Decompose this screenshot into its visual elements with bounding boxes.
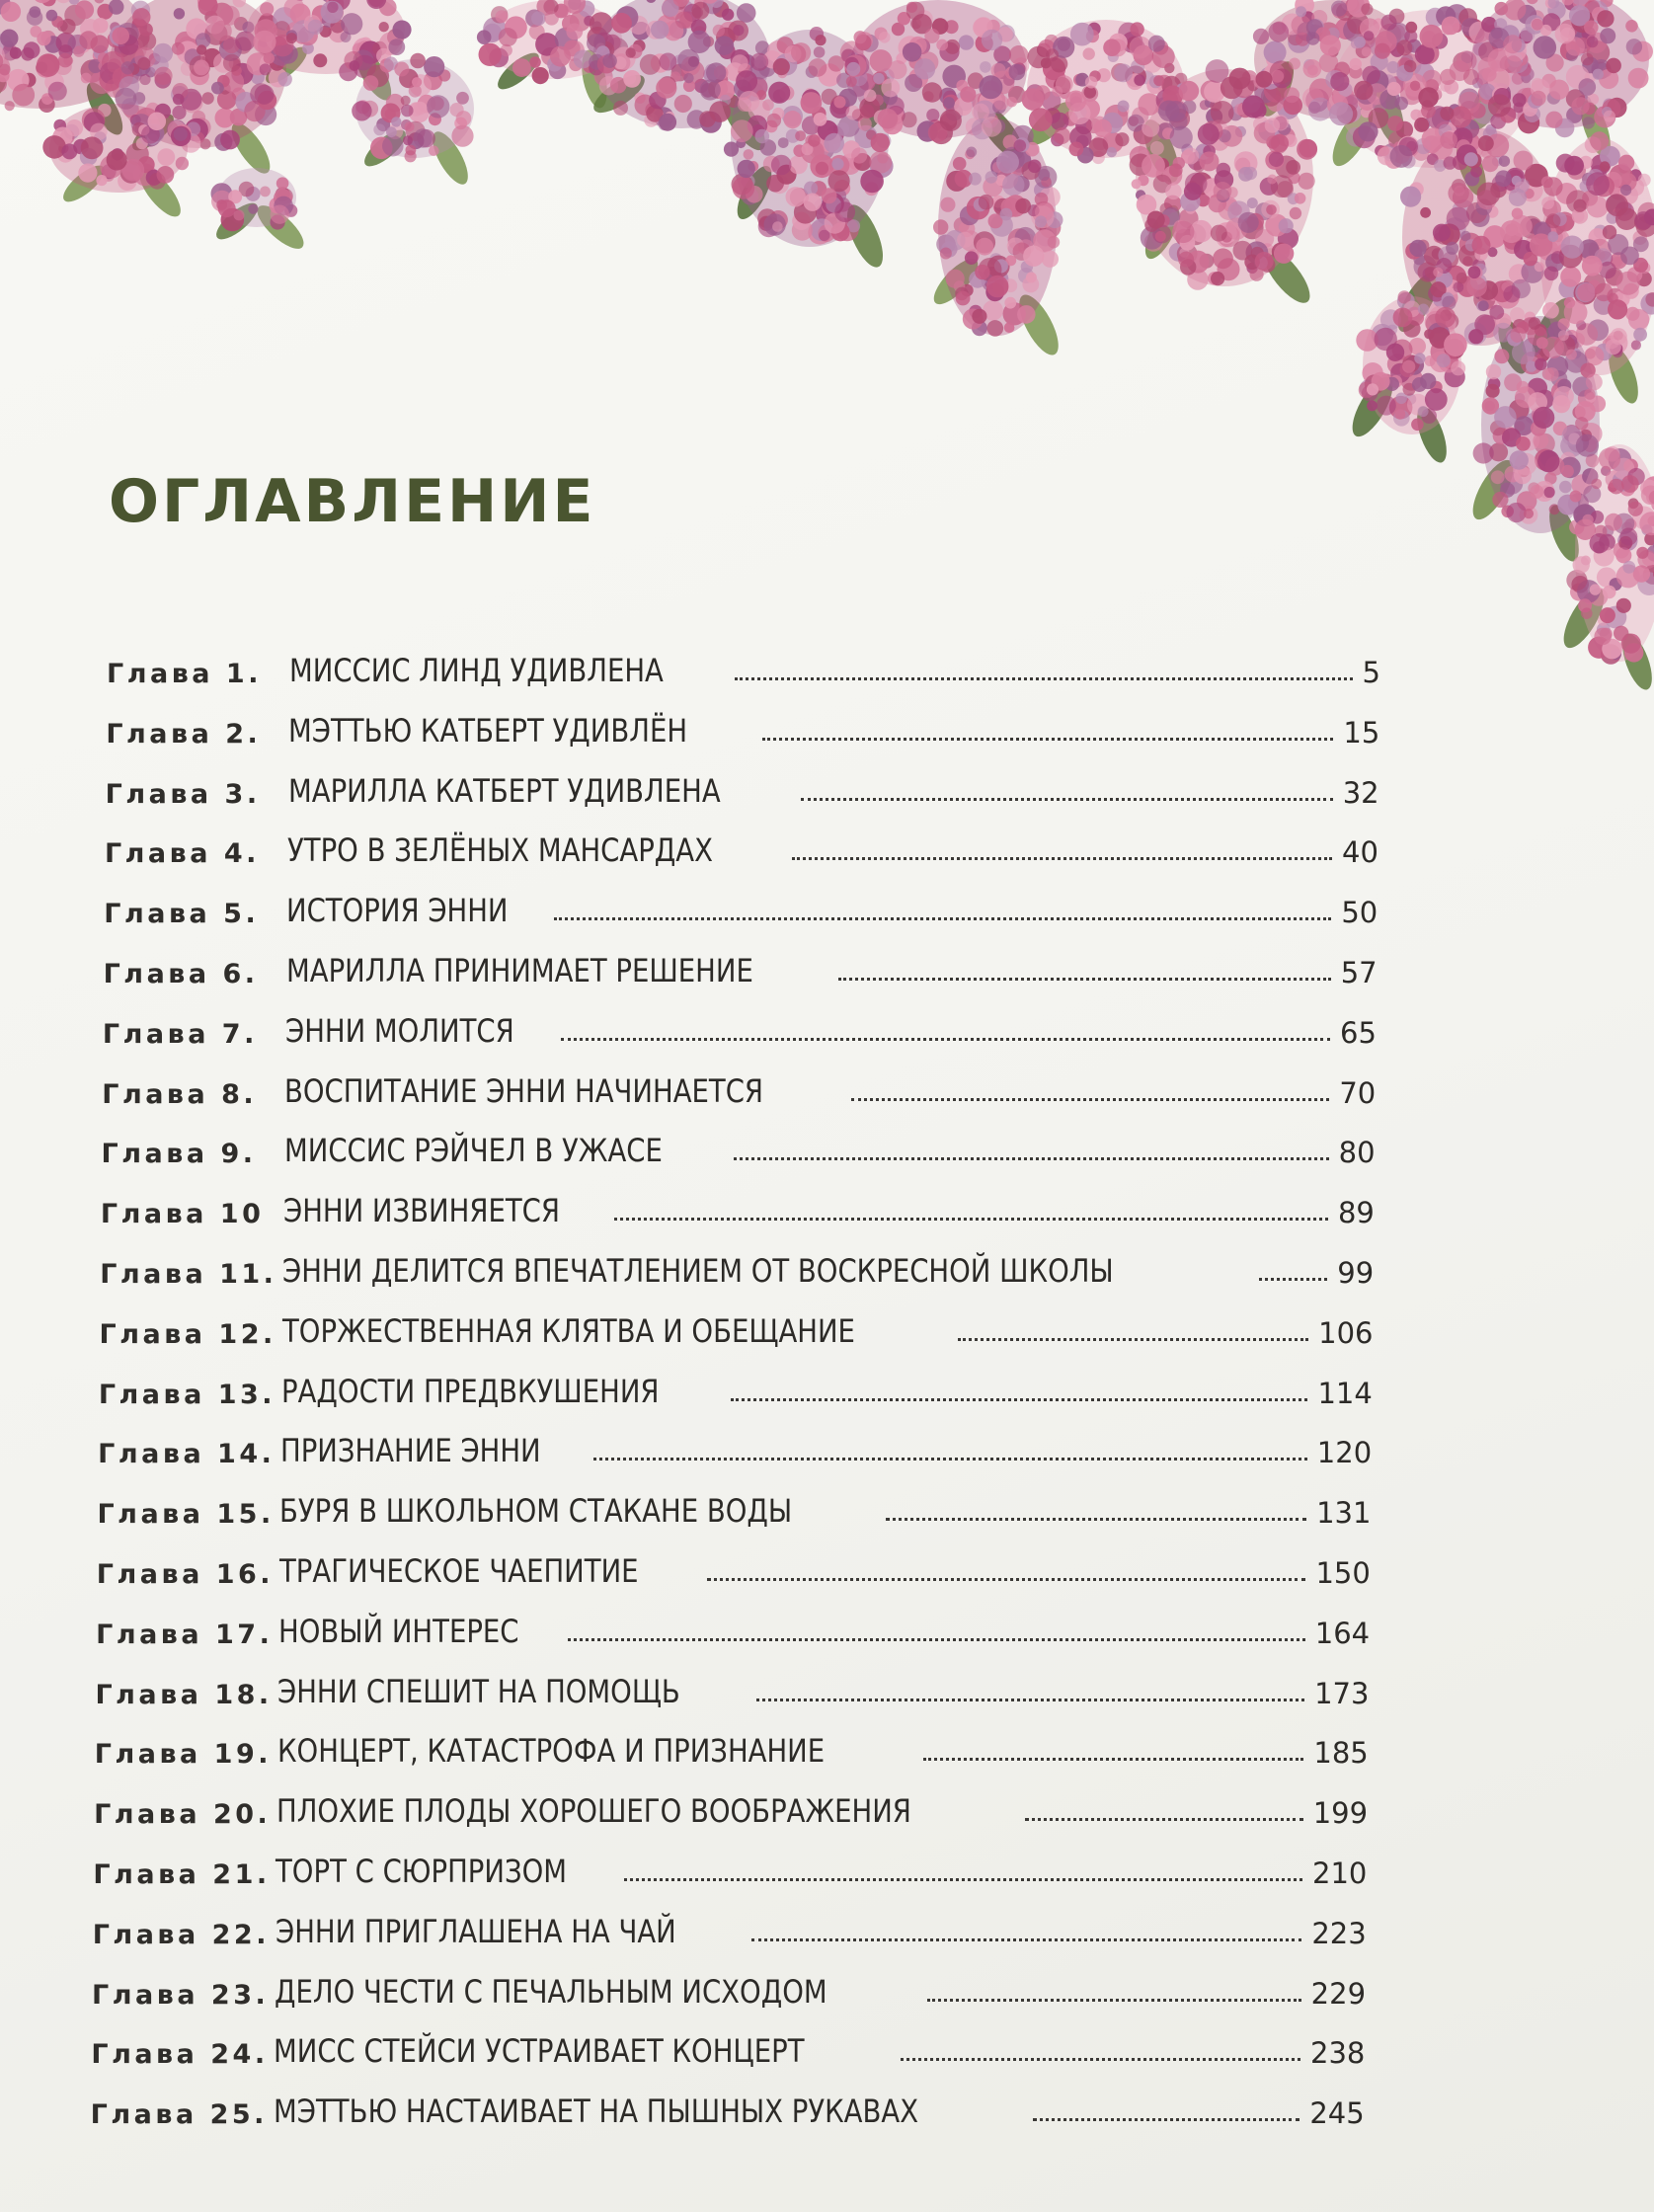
chapter-label: Глава 9. — [101, 1139, 257, 1170]
chapter-label: Глава 5. — [104, 899, 260, 930]
chapter-label: Глава 21. — [93, 1859, 271, 1890]
page-number: 50 — [1341, 896, 1378, 930]
chapter-label: Глава 20. — [94, 1799, 272, 1831]
page-number: 70 — [1339, 1075, 1377, 1110]
chapter-label: Глава 11. — [100, 1259, 277, 1290]
dot-leader — [561, 1038, 1330, 1041]
chapter-title: МИССИС РЭЙЧЕЛ В УЖАСЕ — [283, 1132, 663, 1170]
toc-entry — [95, 1720, 1369, 1770]
toc-entry — [97, 1540, 1371, 1590]
chapter-title: БУРЯ В ШКОЛЬНОМ СТАКАНЕ ВОДЫ — [279, 1492, 793, 1531]
toc-entry — [106, 700, 1379, 750]
page-number: 120 — [1316, 1436, 1373, 1470]
chapter-label: Глава 10 — [100, 1199, 265, 1230]
toc-entry — [95, 1661, 1369, 1710]
toc-entry — [96, 1601, 1370, 1650]
dot-leader — [751, 1938, 1302, 1941]
chapter-title-wrap — [278, 1613, 1315, 1650]
chapter-title-wrap — [289, 652, 1363, 689]
page-number: 114 — [1317, 1376, 1373, 1410]
page-number: 185 — [1313, 1736, 1369, 1771]
chapter-label: Глава 24. — [91, 2039, 269, 2071]
chapter-label: Глава 3. — [105, 778, 261, 810]
chapter-title-wrap — [274, 2093, 1310, 2130]
chapter-title-wrap — [276, 1913, 1312, 1950]
page-number: 229 — [1310, 1976, 1367, 2011]
chapter-title-wrap — [286, 952, 1341, 989]
toc-entry — [104, 940, 1378, 989]
page-number: 131 — [1316, 1496, 1372, 1531]
chapter-title-wrap — [279, 1492, 1316, 1530]
chapter-title-wrap — [277, 1732, 1314, 1770]
toc-entry — [98, 1420, 1372, 1469]
chapter-title-wrap — [284, 1132, 1339, 1169]
dot-leader — [792, 857, 1332, 860]
page-number: 173 — [1314, 1676, 1370, 1710]
toc-entry — [105, 820, 1378, 869]
chapter-title-wrap — [285, 1012, 1340, 1050]
chapter-title: МЭТТЬЮ КАТБЕРТ УДИВЛЁН — [288, 711, 688, 750]
chapter-title-wrap — [287, 831, 1342, 869]
toc-entry — [102, 1061, 1376, 1110]
chapter-label: Глава 6. — [103, 959, 259, 989]
chapter-title-wrap — [274, 2032, 1310, 2070]
page-number: 57 — [1340, 956, 1378, 989]
chapter-title-wrap — [288, 772, 1343, 810]
chapter-title-wrap — [275, 1973, 1311, 2011]
dot-leader — [838, 978, 1330, 981]
chapter-title: РАДОСТИ ПРЕДВКУШЕНИЯ — [280, 1372, 660, 1410]
page-number: 210 — [1312, 1856, 1368, 1890]
chapter-label: Глава 7. — [102, 1018, 258, 1050]
chapter-title: ВОСПИТАНИЕ ЭННИ НАЧИНАЕТСЯ — [284, 1071, 764, 1110]
chapter-title-wrap — [284, 1072, 1339, 1110]
toc-entry — [101, 1180, 1375, 1229]
dot-leader — [801, 798, 1333, 801]
dot-leader — [851, 1098, 1329, 1101]
chapter-title-wrap — [282, 1312, 1319, 1350]
chapter-title: ТРАГИЧЕСКОЕ ЧАЕПИТИЕ — [278, 1552, 639, 1590]
chapter-title: ПЛОХИЕ ПЛОДЫ ХОРОШЕГО ВООБРАЖЕНИЯ — [276, 1792, 911, 1831]
page-number: 32 — [1342, 775, 1379, 810]
toc-entry — [99, 1361, 1373, 1410]
chapter-title: ЭННИ ПРИГЛАШЕНА НА ЧАЙ — [275, 1912, 676, 1950]
chapter-title-wrap — [281, 1373, 1318, 1410]
toc-entry — [97, 1480, 1371, 1530]
chapter-label: Глава 1. — [107, 659, 262, 689]
dot-leader — [707, 1578, 1306, 1581]
page-number: 199 — [1312, 1796, 1369, 1831]
page-number: 40 — [1342, 835, 1378, 870]
chapter-title-wrap — [282, 1252, 1337, 1290]
chapter-title-wrap — [280, 1432, 1317, 1469]
dot-leader — [734, 1157, 1329, 1160]
chapter-title: МИСС СТЕЙСИ УСТРАИВАЕТ КОНЦЕРТ — [274, 2032, 805, 2071]
dot-leader — [1033, 2118, 1300, 2121]
chapter-title: ЭННИ ИЗВИНЯЕТСЯ — [282, 1192, 560, 1230]
dot-leader — [614, 1218, 1328, 1221]
page-title: ОГЛАВЛЕНИЕ — [109, 467, 596, 536]
page-number: 5 — [1362, 656, 1380, 689]
toc-entry — [94, 1780, 1368, 1830]
chapter-label: Глава 23. — [92, 1979, 270, 2011]
toc-entry — [93, 1901, 1367, 1950]
toc-entry — [93, 1841, 1367, 1890]
page-number: 245 — [1309, 2096, 1365, 2131]
page-number: 223 — [1311, 1916, 1367, 1950]
chapter-label: Глава 13. — [98, 1379, 276, 1410]
dot-leader — [958, 1338, 1308, 1341]
dot-leader — [756, 1698, 1304, 1701]
chapter-title: ДЕЛО ЧЕСТИ С ПЕЧАЛЬНЫМ ИСХОДОМ — [275, 1972, 827, 2011]
toc-entry — [103, 1000, 1377, 1050]
chapter-label: Глава 14. — [98, 1439, 276, 1470]
dot-leader — [886, 1518, 1306, 1521]
chapter-title-wrap — [288, 712, 1343, 750]
toc-entry — [104, 880, 1378, 929]
chapter-title: МЭТТЬЮ НАСТАИВАЕТ НА ПЫШНЫХ РУКАВАХ — [273, 2093, 918, 2131]
dot-leader — [901, 2058, 1300, 2061]
chapter-label: Глава 19. — [94, 1739, 272, 1771]
dot-leader — [624, 1878, 1302, 1881]
page-number: 106 — [1318, 1315, 1374, 1350]
toc-entry — [91, 2020, 1365, 2070]
chapter-title: МАРИЛЛА ПРИНИМАЕТ РЕШЕНИЕ — [285, 952, 753, 989]
page-number: 150 — [1315, 1556, 1371, 1590]
page-number: 65 — [1340, 1015, 1377, 1050]
chapter-title: МАРИЛЛА КАТБЕРТ УДИВЛЕНА — [287, 771, 721, 810]
chapter-title-wrap — [279, 1552, 1316, 1590]
toc-entry — [106, 760, 1379, 810]
chapter-label: Глава 18. — [95, 1679, 273, 1710]
chapter-label: Глава 22. — [92, 1919, 270, 1950]
dot-leader — [762, 738, 1333, 741]
chapter-title: УТРО В ЗЕЛЁНЫХ МАНСАРДАХ — [286, 831, 713, 870]
chapter-label: Глава 2. — [106, 718, 262, 750]
chapter-title: ТОРТ С СЮРПРИЗОМ — [276, 1853, 568, 1890]
toc-entry — [92, 1961, 1366, 2011]
chapter-label: Глава 25. — [90, 2099, 268, 2131]
dot-leader — [554, 917, 1331, 920]
toc-entry — [100, 1240, 1374, 1290]
page-number: 99 — [1337, 1256, 1375, 1290]
chapter-title: МИССИС ЛИНД УДИВЛЕНА — [289, 652, 664, 689]
chapter-title: ЭННИ СПЕШИТ НА ПОМОЩЬ — [277, 1672, 681, 1710]
dot-leader — [1259, 1278, 1327, 1281]
page-number: 164 — [1314, 1616, 1371, 1650]
dot-leader — [735, 677, 1353, 680]
dot-leader — [923, 1758, 1303, 1761]
toc-entry — [107, 640, 1380, 689]
chapter-label: Глава 17. — [96, 1619, 274, 1650]
chapter-title: ЭННИ ДЕЛИТСЯ ВПЕЧАТЛЕНИЕМ ОТ ВОСКРЕСНОЙ ШКОЛЫ — [282, 1252, 1114, 1290]
toc-entry — [100, 1301, 1374, 1350]
dot-leader — [731, 1398, 1308, 1401]
chapter-title: ЭННИ МОЛИТСЯ — [284, 1011, 514, 1050]
chapter-title-wrap — [276, 1853, 1312, 1890]
dot-leader — [927, 1999, 1301, 2002]
chapter-title-wrap — [283, 1192, 1338, 1229]
dot-leader — [593, 1458, 1307, 1461]
chapter-label: Глава 15. — [97, 1499, 275, 1531]
chapter-label: Глава 4. — [104, 838, 260, 870]
toc-entry — [91, 2081, 1365, 2130]
chapter-title-wrap — [277, 1673, 1314, 1710]
chapter-label: Глава 16. — [96, 1559, 275, 1590]
page-number: 89 — [1337, 1196, 1375, 1230]
page-number: 238 — [1310, 2036, 1366, 2071]
dot-leader — [1025, 1818, 1303, 1821]
chapter-title: ПРИЗНАНИЕ ЭННИ — [280, 1432, 541, 1470]
chapter-title-wrap — [286, 892, 1341, 929]
chapter-title-wrap — [276, 1792, 1313, 1830]
chapter-label: Глава 8. — [102, 1078, 258, 1110]
chapter-title: ТОРЖЕСТВЕННАЯ КЛЯТВА И ОБЕЩАНИЕ — [281, 1311, 855, 1350]
chapter-title: ИСТОРИЯ ЭННИ — [286, 892, 509, 930]
chapter-title: НОВЫЙ ИНТЕРЕС — [278, 1612, 519, 1650]
chapter-title: КОНЦЕРТ, КАТАСТРОФА И ПРИЗНАНИЕ — [276, 1732, 825, 1771]
page-number: 80 — [1338, 1136, 1376, 1170]
dot-leader — [568, 1638, 1304, 1641]
chapter-label: Глава 12. — [99, 1318, 276, 1350]
toc-entry — [102, 1120, 1376, 1169]
page-number: 15 — [1343, 715, 1380, 750]
